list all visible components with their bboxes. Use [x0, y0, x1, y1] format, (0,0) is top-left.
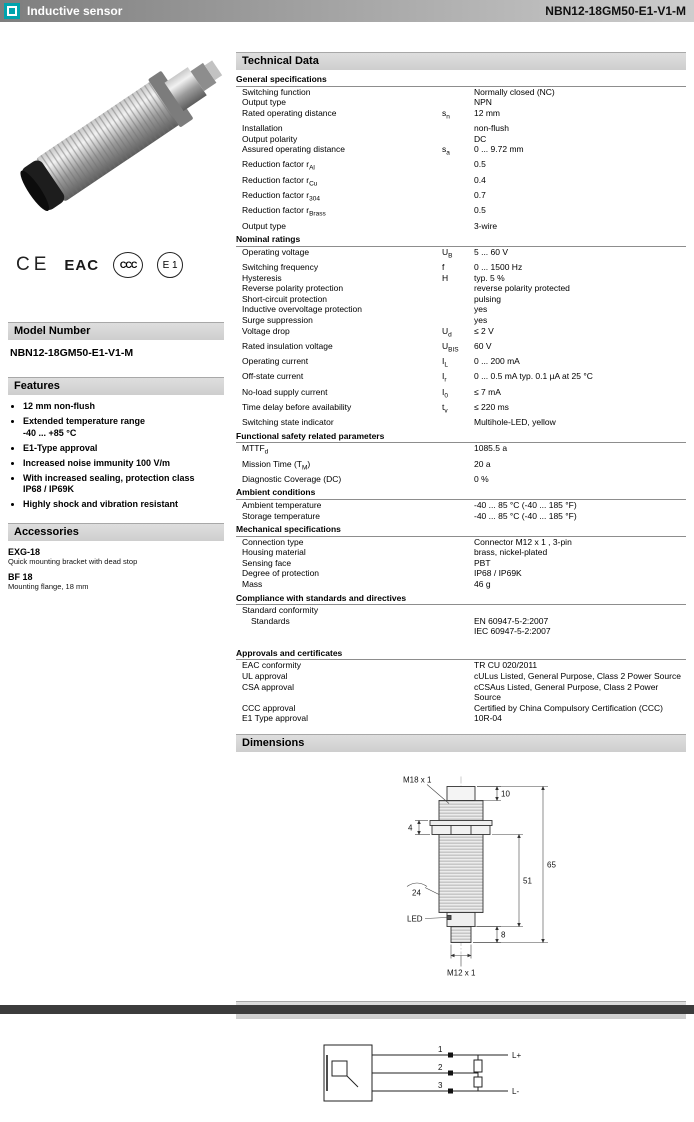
row-symbol	[442, 579, 474, 590]
ccc-mark-icon: CCC	[113, 252, 143, 278]
accessory-name: BF 18	[8, 571, 33, 582]
e1-mark-icon: E 1	[157, 252, 183, 278]
row-label: No-load supply current	[242, 386, 328, 397]
table-row	[236, 417, 686, 428]
table-row	[236, 605, 686, 616]
electrical-connection-drawing	[236, 1019, 686, 1122]
row-value: 46 g	[474, 579, 491, 589]
row-symbol	[442, 97, 474, 108]
row-label: Output polarity	[242, 133, 298, 144]
accessory-description: Quick mounting bracket with dead stop	[8, 556, 138, 566]
row-label: Mass	[242, 579, 263, 589]
table-row	[236, 341, 686, 356]
row-label: Degree of protection	[242, 568, 320, 579]
row-value: 0.4	[474, 174, 486, 185]
row-symbol	[442, 558, 474, 569]
features-list	[8, 401, 224, 511]
row-symbol: $I_L$	[442, 356, 448, 369]
table-row	[236, 294, 686, 305]
table-row	[236, 190, 686, 205]
table-row	[236, 474, 686, 485]
row-label: Reduction factor $r_{Cu}$	[242, 174, 318, 188]
table-row	[236, 568, 686, 579]
row-value: cCSAus Listed, General Purpose, Class 2 Power Source	[474, 681, 659, 703]
row-label: Output type	[242, 220, 286, 231]
row-value: ≤ 7 mA	[474, 386, 501, 397]
table-row	[236, 682, 686, 703]
row-value: 5 ... 60 V	[474, 246, 509, 257]
row-label: Reverse polarity protection	[242, 283, 344, 294]
table-row	[236, 304, 686, 315]
row-label: Connection type	[242, 536, 304, 547]
row-label: Short-circuit protection	[242, 293, 328, 304]
table-group-header: General specifications	[236, 73, 686, 87]
row-value: 60 V	[474, 340, 492, 351]
feature-item: • 12 mm non-flush	[23, 401, 224, 413]
product-type-title: Inductive sensor	[27, 4, 123, 18]
row-value: 0 ... 1500 Hz	[474, 261, 523, 272]
row-symbol	[442, 547, 474, 558]
table-row	[236, 262, 686, 273]
row-label: $MTTF_d$	[242, 443, 269, 456]
row-value: TR CU 020/2011	[474, 660, 538, 671]
table-row	[236, 371, 686, 386]
dim-label-wrench-size: 24	[412, 888, 421, 898]
row-label: Storage temperature	[242, 510, 320, 521]
row-symbol	[442, 159, 474, 174]
row-symbol: $s_n$	[442, 107, 450, 121]
row-label: EAC conformity	[242, 660, 302, 671]
table-row	[236, 326, 686, 341]
row-label: Switching state indicator	[242, 417, 334, 428]
dim-label-connector-length: 8	[501, 930, 506, 940]
accessory-name: EXG-18	[8, 546, 41, 557]
row-label: Hysteresis	[242, 272, 282, 283]
table-row	[236, 579, 686, 590]
row-label: Standard conformity	[242, 605, 319, 616]
row-label: Reduction factor $r_{Al}$	[242, 159, 315, 173]
dim-label-led: LED	[407, 914, 423, 924]
row-symbol	[442, 671, 474, 682]
dimensions-section-header: Dimensions	[236, 734, 686, 752]
table-row	[236, 123, 686, 134]
dim-label-tip-length: 10	[501, 789, 510, 799]
l-plus-label: L+	[512, 1050, 522, 1060]
row-value: -40 ... 85 °C (-40 ... 185 °F)	[474, 510, 577, 521]
table-row	[236, 547, 686, 558]
row-value: yes	[474, 304, 488, 315]
row-label: Reduction factor $r_{Brass}$	[242, 205, 326, 218]
row-label: Ambient temperature	[242, 499, 322, 510]
row-label: UL approval	[242, 670, 288, 681]
table-group-header: Nominal ratings	[236, 233, 686, 247]
row-symbol	[442, 123, 474, 134]
row-label: Operating current	[242, 356, 309, 367]
row-label: Mission Time $(T_M)$	[242, 458, 311, 472]
row-symbol: f	[442, 261, 445, 272]
accessory-description: Mounting flange, 18 mm	[8, 581, 89, 591]
brand-icon	[4, 3, 20, 19]
row-symbol	[442, 87, 474, 98]
row-label: Switching function	[242, 86, 311, 97]
row-label: Inductive overvoltage protection	[242, 304, 363, 315]
row-value: 0 %	[474, 473, 489, 484]
table-row	[236, 273, 686, 284]
row-symbol	[442, 443, 474, 458]
table-row	[236, 97, 686, 108]
dim-label-connector-thread: M12 x 1	[447, 968, 476, 978]
row-symbol	[442, 660, 474, 671]
table-group-header: Compliance with standards and directives	[236, 592, 686, 606]
row-symbol	[442, 616, 474, 637]
row-symbol	[442, 283, 474, 294]
table-row	[236, 221, 686, 232]
dim-label-thread-top: M18 x 1	[403, 775, 432, 785]
row-symbol: $U_{BIS}$	[442, 340, 459, 354]
table-row	[236, 387, 686, 402]
row-value: 0 ... 200 mA	[474, 356, 520, 367]
row-label: Surge suppression	[242, 314, 313, 325]
feature-item: • E1-Type approval	[23, 443, 224, 455]
row-symbol	[442, 417, 474, 428]
row-label: Operating voltage	[242, 246, 310, 257]
left-column	[8, 30, 224, 1122]
row-label: Standards	[251, 615, 290, 626]
row-label: Switching frequency	[242, 261, 319, 272]
ce-mark-icon: CE	[16, 254, 51, 275]
dim-label-thread-length: 51	[523, 876, 532, 886]
row-symbol	[442, 682, 474, 703]
row-value: pulsing	[474, 293, 501, 304]
dimension-drawing-svg	[311, 764, 611, 989]
table-row	[236, 108, 686, 123]
table-row	[236, 134, 686, 145]
row-value: 3-wire	[474, 220, 498, 231]
row-symbol	[442, 500, 474, 511]
row-label: Rated insulation voltage	[242, 340, 333, 351]
row-value: 1085.5 a	[474, 443, 508, 454]
dimensions-drawing	[236, 752, 686, 989]
row-value: ≤ 2 V	[474, 325, 494, 336]
table-row	[236, 558, 686, 569]
row-symbol	[442, 175, 474, 190]
pin-1-label: 1	[438, 1044, 443, 1054]
wiring-diagram-svg	[310, 1033, 540, 1117]
row-value: DC	[474, 133, 487, 144]
row-symbol	[442, 703, 474, 714]
row-value: 12 mm	[474, 107, 500, 118]
row-label: CSA approval	[242, 681, 294, 692]
row-label: E1 Type approval	[242, 713, 308, 724]
row-value: cULus Listed, General Purpose, Class 2 Power Source	[474, 670, 681, 681]
row-label: Off-state current	[242, 371, 304, 382]
technical-data-table	[236, 73, 686, 724]
feature-item: • Highly shock and vibration resistant	[23, 499, 224, 511]
row-value: Normally closed (NC)	[474, 86, 555, 97]
page-header	[0, 0, 694, 22]
model-number-section-header: Model Number	[8, 322, 224, 340]
table-group-header: Mechanical specifications	[236, 523, 686, 537]
row-value: ≤ 220 ms	[474, 401, 509, 412]
dim-label-nut-thickness: 4	[408, 823, 413, 833]
table-row	[236, 459, 686, 474]
row-symbol: $U_B$	[442, 246, 453, 260]
row-value: typ. 5 %	[474, 272, 505, 283]
row-symbol	[442, 713, 474, 724]
row-symbol: $t_v$	[442, 401, 448, 415]
row-label: Time delay before availability	[242, 401, 352, 412]
row-value: PBT	[474, 557, 491, 568]
row-value: Multihole-LED, yellow	[474, 417, 556, 428]
row-value: yes	[474, 314, 488, 325]
row-value: 0.7	[474, 190, 486, 200]
model-number-value: NBN12-18GM50-E1-V1-M	[10, 347, 134, 359]
row-value: NPN	[474, 97, 492, 108]
row-value: 0 ... 9.72 mm	[474, 144, 524, 155]
accessories-section-header: Accessories	[8, 523, 224, 541]
row-symbol	[442, 568, 474, 579]
row-value: 10R-04	[474, 713, 502, 724]
row-label: Rated operating distance	[242, 107, 337, 118]
page-content	[8, 30, 686, 1122]
table-row	[236, 402, 686, 417]
row-value: 0 ... 0.5 mA typ. 0.1 µA at 25 °C	[474, 371, 593, 382]
pin-2-label: 2	[438, 1062, 443, 1072]
row-label: Sensing face	[242, 557, 292, 568]
row-symbol: $I_r$	[442, 371, 447, 385]
row-symbol: $I_0$	[442, 386, 448, 400]
row-label: Voltage drop	[242, 325, 290, 336]
row-value: reverse polarity protected	[474, 283, 570, 294]
row-symbol	[442, 459, 474, 474]
table-row	[236, 703, 686, 714]
row-value: 0.5	[474, 205, 486, 216]
row-symbol	[442, 537, 474, 548]
row-value: non-flush	[474, 122, 509, 133]
row-symbol	[442, 205, 474, 220]
table-row	[236, 159, 686, 174]
table-row	[236, 87, 686, 98]
table-row	[236, 616, 686, 637]
row-label: CCC approval	[242, 702, 296, 713]
row-value: 0.5	[474, 159, 486, 170]
dim-label-total-length: 65	[547, 860, 556, 870]
sensor-photo-illustration	[8, 38, 224, 238]
table-row	[236, 713, 686, 724]
product-photo	[8, 38, 224, 238]
table-row	[236, 205, 686, 220]
row-label: Housing material	[242, 547, 306, 558]
row-symbol	[442, 294, 474, 305]
header-model-number: NBN12-18GM50-E1-V1-M	[545, 4, 686, 18]
row-label: Assured operating distance	[242, 144, 346, 155]
technical-data-section-header: Technical Data	[236, 52, 686, 70]
row-symbol	[442, 315, 474, 326]
row-label: Output type	[242, 97, 286, 108]
table-group-header: Approvals and certificates	[236, 647, 686, 661]
table-group-header: Functional safety related parameters	[236, 430, 686, 444]
row-symbol	[442, 304, 474, 315]
row-value: EN 60947-5-2:2007 IEC 60947-5-2:2007	[474, 615, 551, 637]
row-label: Diagnostic Coverage (DC)	[242, 473, 342, 484]
row-label: Reduction factor $r_{304}$	[242, 190, 320, 203]
row-symbol	[442, 221, 474, 232]
row-symbol	[442, 474, 474, 485]
row-symbol: $U_d$	[442, 325, 452, 339]
l-minus-label: L-	[512, 1086, 520, 1096]
feature-item: • With increased sealing, protection class IP68 / IP69K	[23, 473, 224, 496]
row-label: Installation	[242, 122, 283, 133]
row-value: -40 ... 85 °C (-40 ... 185 °F)	[474, 499, 577, 510]
table-row	[236, 144, 686, 159]
row-value: Certified by China Compulsory Certification (CCC)	[474, 702, 663, 713]
table-row	[236, 175, 686, 190]
pin-3-label: 3	[438, 1080, 443, 1090]
row-symbol	[442, 134, 474, 145]
table-group-header: Ambient conditions	[236, 486, 686, 500]
row-symbol: $s_a$	[442, 144, 450, 157]
features-section-header: Features	[8, 377, 224, 395]
eac-mark-icon: EAC	[64, 256, 100, 274]
certification-marks	[8, 248, 224, 282]
table-row	[236, 671, 686, 682]
row-symbol	[442, 190, 474, 205]
table-row	[236, 283, 686, 294]
table-row	[236, 511, 686, 522]
feature-item: • Increased noise immunity 100 V/m	[23, 458, 224, 470]
table-row	[236, 247, 686, 262]
table-row	[236, 443, 686, 458]
row-symbol: H	[442, 272, 449, 283]
table-row	[236, 500, 686, 511]
right-column	[236, 30, 686, 1122]
table-row	[236, 356, 686, 371]
feature-item: • Extended temperature range -40 ... +85 °C	[23, 416, 224, 439]
row-value: brass, nickel-plated	[474, 547, 548, 558]
row-value: 20 a	[474, 458, 491, 469]
row-value: IP68 / IP69K	[474, 568, 522, 579]
table-row	[236, 315, 686, 326]
accessories-list	[8, 547, 224, 591]
table-row	[236, 537, 686, 548]
footer-bar	[0, 1005, 694, 1014]
row-symbol	[442, 605, 474, 616]
row-value: Connector M12 x 1 , 3-pin	[474, 536, 572, 547]
table-row	[236, 660, 686, 671]
row-symbol	[442, 511, 474, 522]
row-value	[474, 605, 686, 616]
